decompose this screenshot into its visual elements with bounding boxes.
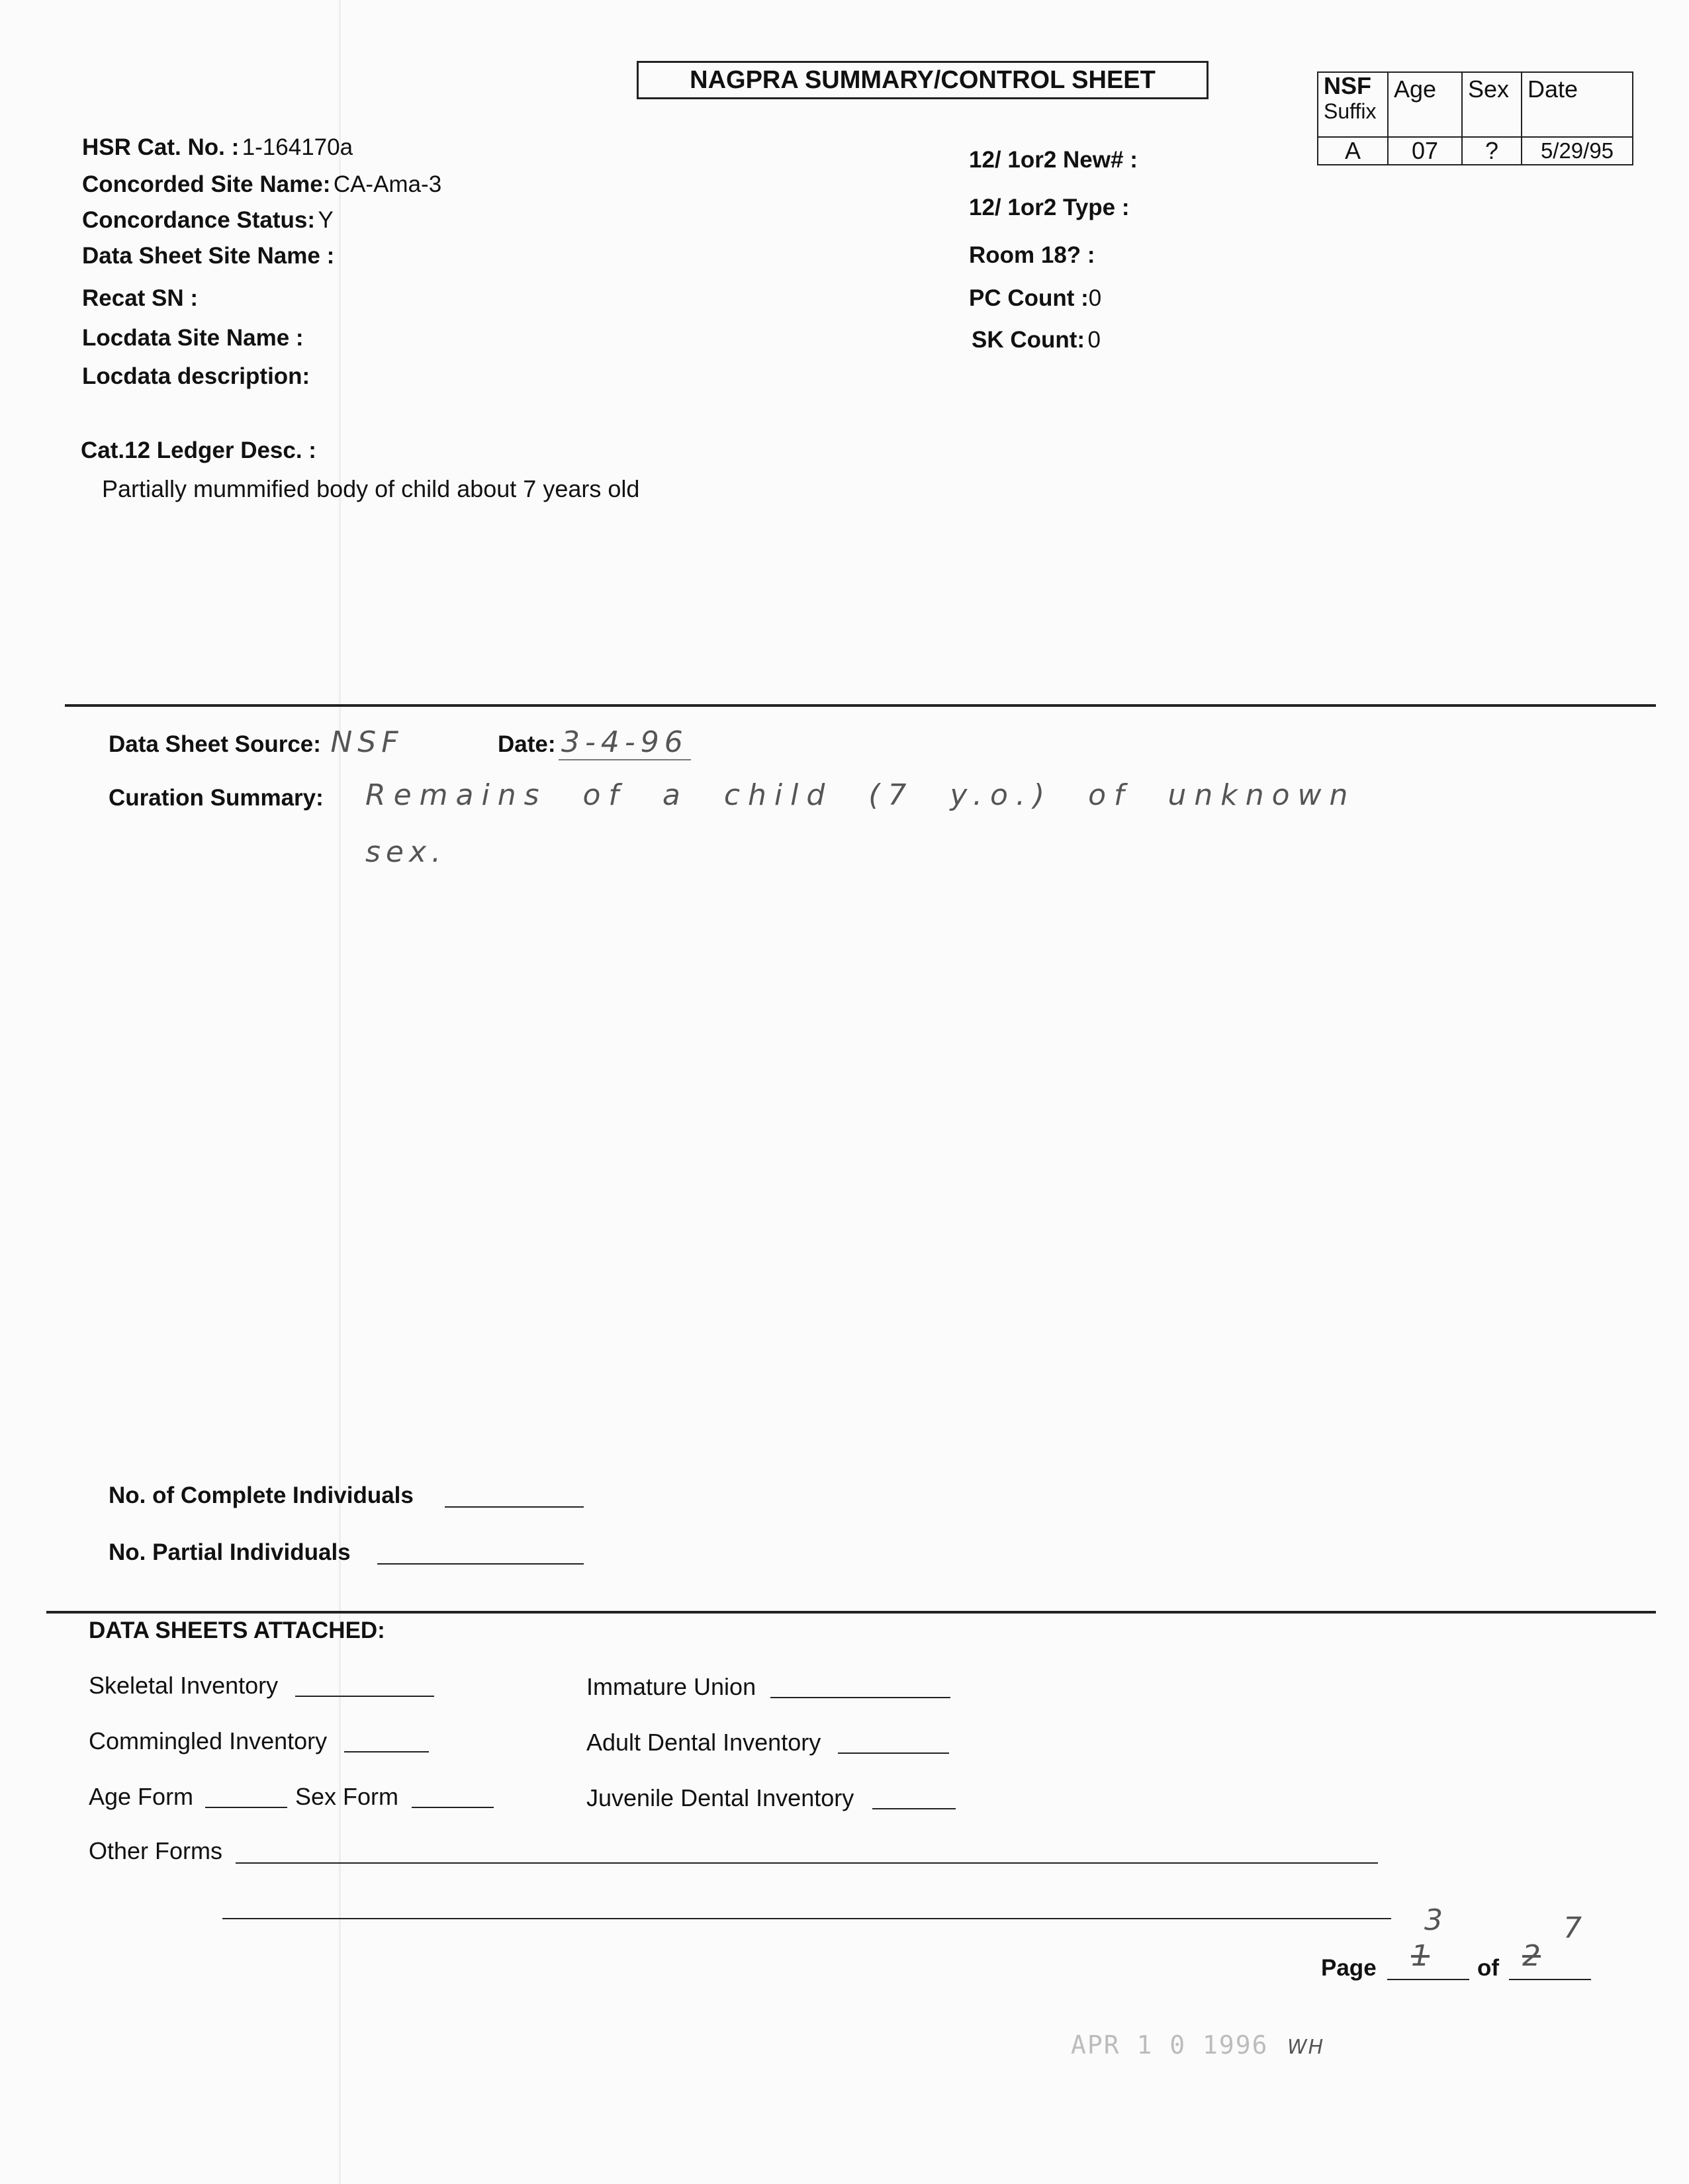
concorded-site-field — [82, 171, 441, 198]
sex-header: Sex — [1462, 72, 1522, 137]
age-form-blank — [205, 1807, 287, 1808]
page-current-corrected: 3 — [1424, 1903, 1443, 1937]
page-total-corrected: 7 — [1563, 1911, 1582, 1945]
curation-summary-line-1: Remains of a child (7 y.o.) of unknown — [365, 778, 1356, 812]
hsr-cat-value: 1-164170a — [242, 134, 353, 160]
type-label: 12/ 1or2 Type : — [969, 195, 1130, 220]
skeletal-inventory-label: Skeletal Inventory — [89, 1672, 279, 1699]
sex-form-label: Sex Form — [295, 1783, 399, 1810]
ledger-description: Partially mummified body of child about 7 years old — [102, 475, 640, 502]
pc-count-field — [969, 285, 1101, 312]
nsf-table-header-row — [1318, 72, 1633, 137]
attached-heading: DATA SHEETS ATTACHED: — [89, 1617, 385, 1643]
concordance-status-field — [82, 207, 334, 234]
data-sheet-source-field — [109, 725, 404, 759]
room-18-field — [969, 242, 1095, 269]
sk-count-value: 0 — [1087, 327, 1101, 353]
partial-individuals-label: No. Partial Individuals — [109, 1539, 351, 1565]
pc-count-value: 0 — [1088, 285, 1102, 311]
recat-sn-field — [82, 285, 198, 312]
suffix-cell: A — [1318, 137, 1388, 165]
page-fold-shadow — [339, 0, 341, 2184]
age-header: Age — [1388, 72, 1462, 137]
receipt-stamp-date: APR 1 0 1996 — [1071, 2030, 1269, 2060]
data-sheet-date-label: Date: — [498, 731, 556, 757]
data-sheet-date-field — [498, 725, 691, 759]
pc-count-label: PC Count : — [969, 285, 1089, 311]
skeletal-inventory-blank — [295, 1696, 434, 1697]
partial-individuals-blank — [377, 1563, 584, 1565]
commingled-inventory-label: Commingled Inventory — [89, 1727, 328, 1754]
data-sheet-site-name-field — [82, 243, 334, 269]
nsf-table-row — [1318, 137, 1633, 165]
page-title: NAGPRA SUMMARY/CONTROL SHEET — [637, 61, 1209, 99]
page-label: Page — [1321, 1955, 1377, 1981]
curation-summary-line-2: sex. — [365, 835, 447, 869]
new-number-label: 12/ 1or2 New# : — [969, 147, 1138, 173]
data-sheet-date-value: 3-4-96 — [559, 725, 691, 760]
sk-count-field — [972, 327, 1101, 353]
page-current-struck: 1 — [1411, 1939, 1430, 1973]
sex-form-blank — [412, 1807, 494, 1808]
date-cell: 5/29/95 — [1522, 137, 1633, 165]
concordance-status-value: Y — [318, 207, 334, 233]
age-form-label: Age Form — [89, 1783, 194, 1810]
concordance-status-label: Concordance Status: — [82, 207, 315, 233]
receipt-stamp — [1071, 2030, 1324, 2060]
age-cell: 07 — [1388, 137, 1462, 165]
data-sheet-source-value: NSF — [330, 725, 404, 759]
nsf-suffix-header — [1318, 72, 1388, 137]
locdata-description-label: Locdata description: — [82, 363, 310, 389]
locdata-site-name-field — [82, 325, 304, 351]
juvenile-dental-label: Juvenile Dental Inventory — [586, 1784, 854, 1811]
complete-individuals-blank — [445, 1506, 584, 1508]
commingled-inventory-blank — [344, 1751, 429, 1752]
section-divider — [65, 704, 1656, 707]
complete-individuals-label: No. of Complete Individuals — [109, 1482, 414, 1508]
data-sheet-site-name-label: Data Sheet Site Name : — [82, 243, 335, 269]
hsr-cat-label: HSR Cat. No. : — [82, 134, 240, 160]
nsf-table — [1317, 71, 1633, 165]
new-number-field — [969, 147, 1138, 173]
page-total-blank — [1509, 1979, 1591, 1980]
concorded-site-value: CA-Ama-3 — [333, 171, 442, 197]
adult-dental-blank — [838, 1752, 949, 1754]
page-total-struck: 2 — [1522, 1939, 1541, 1973]
adult-dental-label: Adult Dental Inventory — [586, 1729, 821, 1756]
recat-sn-label: Recat SN : — [82, 285, 199, 311]
other-forms-blank-2 — [222, 1918, 1391, 1919]
hsr-cat-field — [82, 134, 353, 161]
other-forms-blank — [236, 1862, 1378, 1864]
locdata-site-name-label: Locdata Site Name : — [82, 325, 304, 351]
immature-union-blank — [770, 1697, 950, 1698]
room-18-label: Room 18? : — [969, 242, 1095, 268]
curation-summary-label: Curation Summary: — [109, 785, 324, 811]
type-field — [969, 195, 1130, 221]
date-header: Date — [1522, 72, 1633, 137]
suffix-header-label: Suffix — [1324, 99, 1377, 123]
juvenile-dental-blank — [872, 1808, 956, 1809]
data-sheet-source-label: Data Sheet Source: — [109, 731, 321, 757]
nsf-header-label: NSF — [1324, 72, 1371, 99]
attachments-divider — [46, 1611, 1656, 1614]
other-forms-label: Other Forms — [89, 1837, 223, 1864]
page-of-label: of — [1477, 1955, 1500, 1981]
receipt-stamp-initials: WH — [1287, 2036, 1325, 2059]
page-current-blank — [1387, 1979, 1469, 1980]
concorded-site-label: Concorded Site Name: — [82, 171, 331, 197]
sex-cell: ? — [1462, 137, 1522, 165]
locdata-description-field — [82, 363, 310, 390]
sk-count-label: SK Count: — [972, 327, 1085, 353]
ledger-label: Cat.12 Ledger Desc. : — [81, 437, 316, 463]
immature-union-label: Immature Union — [586, 1673, 756, 1700]
